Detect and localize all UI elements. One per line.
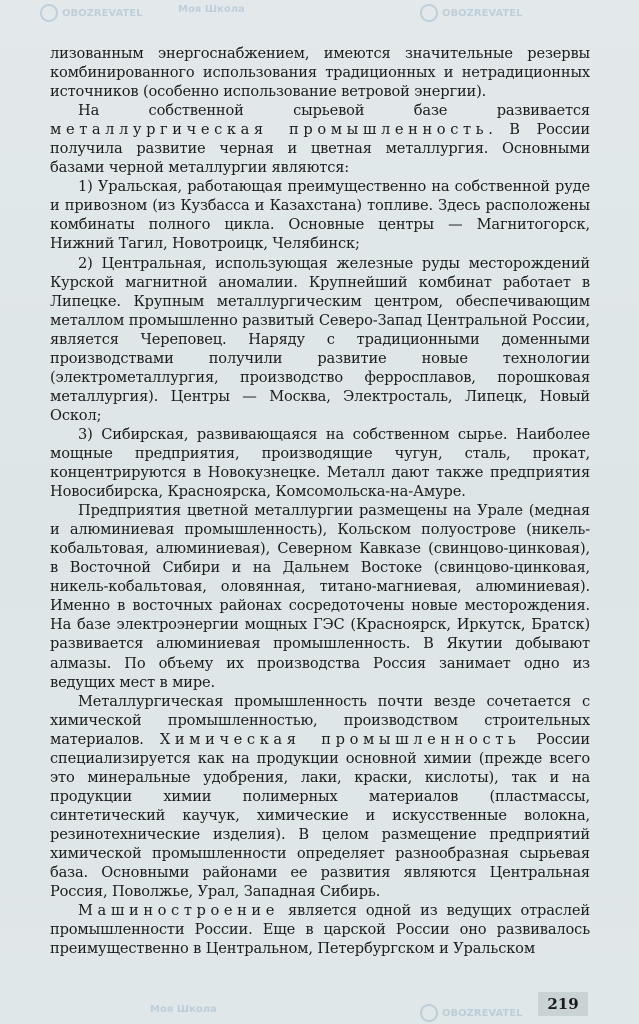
spaced-term: металлургическая промышленность <box>50 121 489 139</box>
watermark-logo: OBOZREVATEL <box>40 4 142 22</box>
watermark-logo: OBOZREVATEL <box>420 4 522 22</box>
watermark-logo: Моя Школа <box>150 1004 217 1015</box>
body-text <box>50 44 590 958</box>
paragraph: Металлургическая промышленность почти везде сочетается с химической промышленностью, производством строительных материалов. Химическая промышленность России специализируется как на продукции основной химии (прежде всего это минеральные удобрения, лаки, краски, кислоты), так и на продукции химии полимерных материалов (пластмассы, синтетический каучук, химические и искусственные волокна, резинотехнические изделия). В целом размещение предприятий химической промышленности определяет разнообразная сырьевая база. Основными районами ее развития являются Центральная Россия, Поволжье, Урал, Западная Сибирь. <box>50 692 590 901</box>
spaced-term: Химическая промышленность <box>159 730 521 748</box>
paragraph: Машиностроение является одной из ведущих отраслей промышленности России. Еще в царской России оно развивалось преимущественно в Центральном, Петербургском и Уральском <box>50 902 590 958</box>
paragraph: 2) Центральная, использующая железные руды месторождений Курской магнитной аномалии. Крупнейший комбинат работает в Липецке. Крупным металлургическим центром, обеспечивающим металлом промышленно развитый Северо-Запад Центральной России, является Череповец. Наряду с традиционными доменными производствами получили развитие новые технологии (электрометаллургия, производство ферросплавов, порошковая металлургия). Центры — Москва, Электросталь, Липецк, Новый Оскол; <box>50 254 590 424</box>
spaced-term: Машиностроение <box>78 902 279 920</box>
paragraph: Предприятия цветной металлургии размещены на Урале (медная и алюминиевая промышленность), Кольском полуострове (никель-кобальтовая, алюминиевая), Северном Кавказе (свинцово-цинковая), в Восточной Сибири и на Дальнем Востоке (свинцово-цинковая, никель-кобальтовая, оловянная, титано-магниевая, алюминиевая). Именно в восточных районах сосредоточены новые месторождения. На базе электроэнергии мощных ГЭС (Красноярск, Иркутск, Братск) развивается алюминиевая промышленность. В Якутии добывают алмазы. По объему их производства Россия занимает одно из ведущих мест в мире. <box>50 502 590 691</box>
page-number: 219 <box>538 992 588 1016</box>
paragraph: 1) Уральская, работающая преимущественно на собственной руде и привозном (из Кузбасса и Казахстана) топливе. Здесь расположены комбинаты полного цикла. Основные центры — Магнитогорск, Нижний Тагил, Новотроицк, Челябинск; <box>50 178 590 253</box>
paragraph: 3) Сибирская, развивающаяся на собственном сырье. Наиболее мощные предприятия, производящие чугун, сталь, прокат, концентрируются в Новокузнецке. Металл дают также предприятия Новосибирска, Красноярска, Комсомольска-на-Амуре. <box>50 425 590 501</box>
watermark-logo: OBOZREVATEL <box>420 1004 522 1022</box>
paragraph: лизованным энергоснабжением, имеются значительные резервы комбинированного использования традиционных и нетрадиционных источников (особенно использование ветровой энергии). <box>50 45 590 101</box>
watermark-logo: Моя Школа <box>178 4 245 15</box>
paragraph: На собственной сырьевой базе развивается металлургическая промышленность. В России получила развитие черная и цветная металлургия. Основными базами черной металлургии являются: <box>50 102 590 177</box>
